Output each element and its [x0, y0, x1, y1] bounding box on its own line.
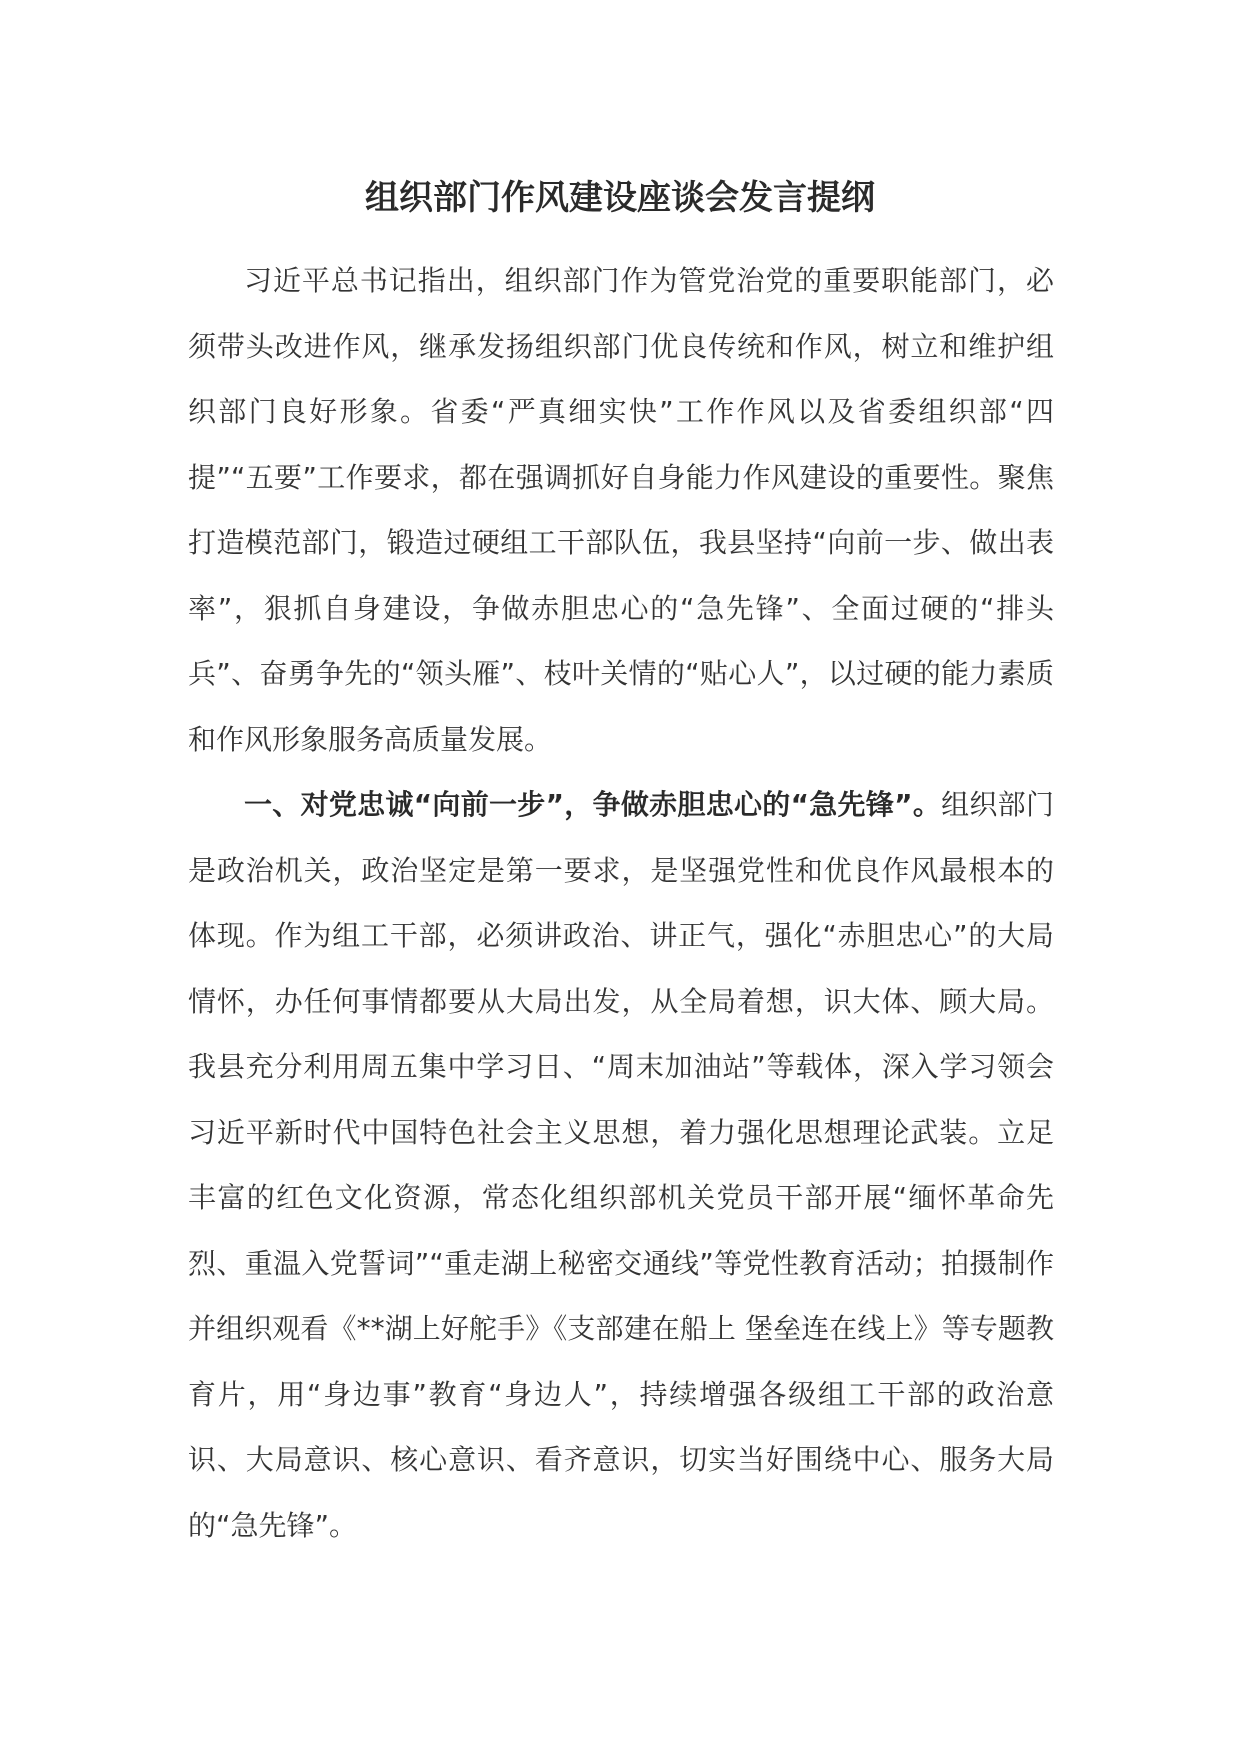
section-1-paragraph	[188, 772, 1054, 1558]
document-title: 组织部门作风建设座谈会发言提纲	[365, 178, 875, 218]
intro-paragraph: 习近平总书记指出，组织部门作为管党治党的重要职能部门，必须带头改进作风，继承发扬组织部门优良传统和作风，树立和维护组织部门良好形象。省委“严真细实快”工作作风以及省委组织部“四提”“五要”工作要求，都在强调抓好自身能力作风建设的重要性。聚焦打造模范部门，锻造过硬组工干部队伍，我县坚持“向前一步、做出表率”，狠抓自身建设，争做赤胆忠心的“急先锋”、全面过硬的“排头兵”、奋勇争先的“领头雁”、枝叶关情的“贴心人”，以过硬的能力素质和作风形象服务高质量发展。	[188, 264, 1054, 756]
document-body	[188, 248, 1054, 1558]
section-1-text: 组织部门是政治机关，政治坚定是第一要求，是坚强党性和优良作风最根本的体现。作为组工干部，必须讲政治、讲正气，强化“赤胆忠心”的大局情怀，办任何事情都要从大局出发，从全局着想，识大体、顾大局。我县充分利用周五集中学习日、“周末加油站”等载体，深入学习领会习近平新时代中国特色社会主义思想，着力强化思想理论武装。立足丰富的红色文化资源，常态化组织部机关党员干部开展“缅怀革命先烈、重温入党誓词”“重走湖上秘密交通线”等党性教育活动；拍摄制作并组织观看《**湖上好舵手》《支部建在船上 堡垒连在线上》等专题教育片，用“身边事”教育“身边人”，持续增强各级组工干部的政治意识、大局意识、核心意识、看齐意识，切实当好围绕中心、服务大局的“急先锋”。	[188, 788, 1054, 1542]
section-1-heading: 一、对党忠诚“向前一步”，争做赤胆忠心的“急先锋”。	[244, 788, 942, 821]
